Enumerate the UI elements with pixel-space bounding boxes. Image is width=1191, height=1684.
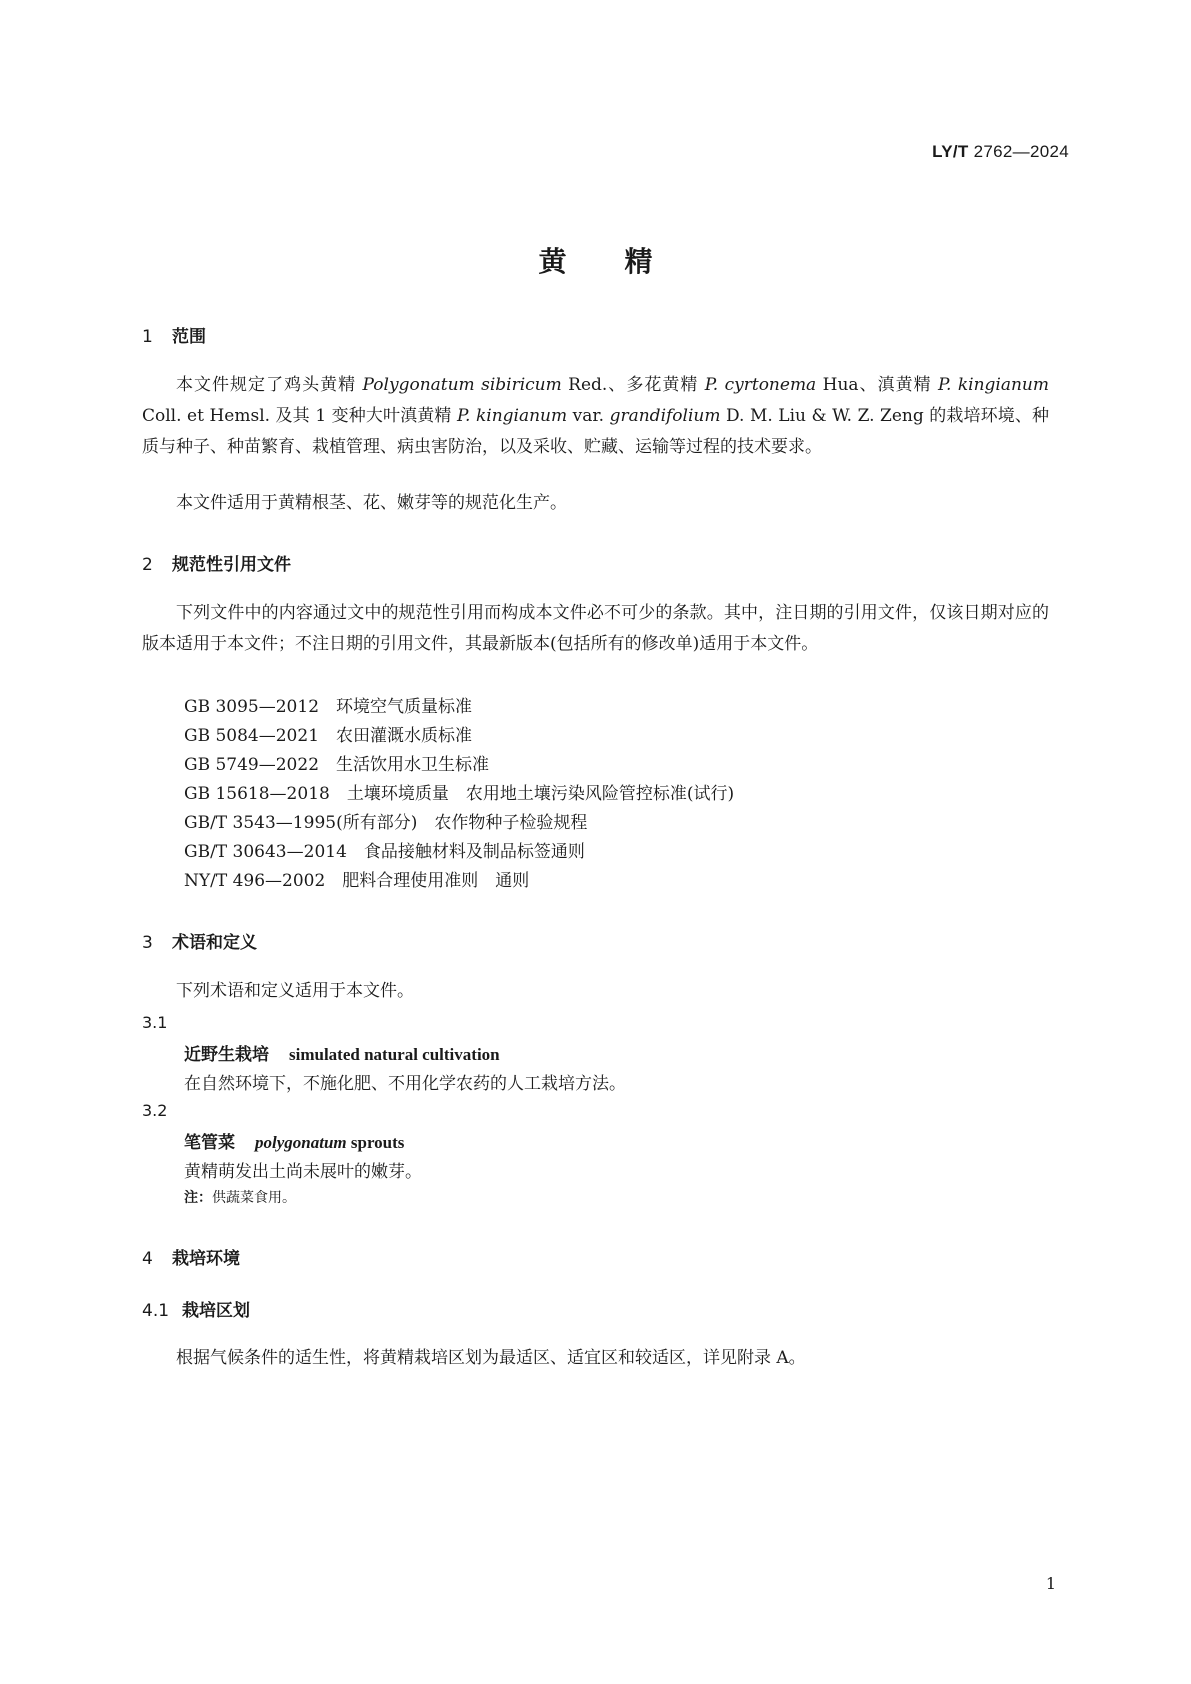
reference-item: GB 15618—2018 土壤环境质量 农用地土壤污染风险管控标准(试行) bbox=[184, 784, 735, 804]
document-code: LY/T 2762—2024 bbox=[932, 142, 1069, 161]
page-title: 黄精 bbox=[538, 245, 711, 278]
normative-references-intro: 下列文件中的内容通过文中的规范性引用而构成本文件必不可少的条款。其中，注日期的引用文件，仅该日期对应的版本适用于本文件；不注日期的引用文件，其最新版本(包括所有的修改单)适用于本文件。 bbox=[142, 603, 1049, 654]
reference-item: GB/T 30643—2014 食品接触材料及制品标签通则 bbox=[184, 842, 585, 862]
reference-item: GB 5084—2021 农田灌溉水质标准 bbox=[184, 726, 473, 746]
term-heading: 近野生栽培 simulated natural cultivation bbox=[184, 1045, 500, 1065]
cultivation-zoning-paragraph: 根据气候条件的适生性，将黄精栽培区划为最适区、适宜区和较适区，详见附录 A。 bbox=[176, 1348, 806, 1368]
term-number: 3.2 bbox=[142, 1101, 168, 1120]
scope-applicability-paragraph: 本文件适用于黄精根茎、花、嫩芽等的规范化生产。 bbox=[176, 493, 567, 513]
page-number: 1 bbox=[1045, 1574, 1056, 1593]
term-definition: 黄精萌发出土尚未展叶的嫩芽。 bbox=[184, 1162, 422, 1182]
section-4-heading: 4 栽培环境 bbox=[142, 1249, 240, 1269]
section-4-1-heading: 4.1 栽培区划 bbox=[142, 1301, 250, 1321]
section-2-heading: 2 规范性引用文件 bbox=[142, 555, 291, 575]
reference-item: NY/T 496—2002 肥料合理使用准则 通则 bbox=[184, 871, 530, 891]
term-heading: 笔管菜 polygonatum sprouts bbox=[184, 1133, 405, 1153]
term-number: 3.1 bbox=[142, 1013, 168, 1032]
section-3-heading: 3 术语和定义 bbox=[142, 933, 257, 953]
reference-item: GB/T 3543—1995(所有部分) 农作物种子检验规程 bbox=[184, 813, 588, 833]
reference-item: GB 5749—2022 生活饮用水卫生标准 bbox=[184, 755, 490, 775]
reference-item: GB 3095—2012 环境空气质量标准 bbox=[184, 697, 473, 717]
section-1-heading: 1 范围 bbox=[142, 327, 206, 347]
scope-paragraph: 本文件规定了鸡头黄精 Polygonatum sibiricum Red.、多花黄精 P. cyrtonema Hua、滇黄精 P. kingianum Coll. et Hemsl. 及其 1 变种大叶滇黄精 P. kingianum var. grandifolium D. M. Liu & W. Z. Zeng 的栽培环境、种质与种子、种苗繁育、栽植管理、病虫害防治，以及采收、贮藏、运输等过程的技术要求。 bbox=[142, 375, 1049, 457]
term-note: 注：供蔬菜食用。 bbox=[184, 1190, 296, 1206]
term-definition: 在自然环境下，不施化肥、不用化学农药的人工栽培方法。 bbox=[184, 1074, 626, 1094]
terms-intro: 下列术语和定义适用于本文件。 bbox=[176, 981, 414, 1001]
